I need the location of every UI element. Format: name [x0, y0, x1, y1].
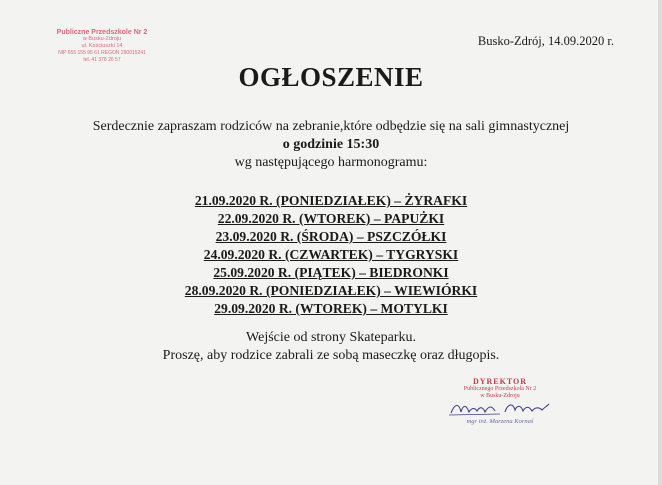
- schedule-row: 29.09.2020 R. (WTOREK) – MOTYLKI: [214, 301, 448, 316]
- outro-line-1: Wejście od strony Skateparku.: [246, 330, 416, 345]
- intro-line-3: wg następującego harmonogramu:: [234, 155, 428, 170]
- schedule-row: 24.09.2020 R. (CZWARTEK) – TYGRYSKI: [203, 247, 459, 262]
- schedule-row: 22.09.2020 R. (WTOREK) – PAPUŻKI: [217, 211, 445, 226]
- intro-time: o godzinie 15:30: [282, 137, 380, 152]
- stamp-line-3: ul. Kościuszki 14: [81, 43, 123, 49]
- director-line-2: w Busku-Zdroju: [480, 393, 520, 399]
- director-name: mgr inż. Marzena Kornaś: [466, 418, 534, 425]
- intro-line-1: Serdecznie zapraszam rodziców na zebranie,które odbędzie się na sali gimnastycznej: [92, 119, 570, 134]
- closing-paragraph: [0, 329, 662, 365]
- meeting-schedule: [0, 192, 662, 318]
- director-line-1: Publicznego Przedszkola Nr 2: [463, 386, 537, 392]
- school-stamp: [42, 29, 162, 64]
- page-edge: [658, 0, 662, 485]
- schedule-row: 25.09.2020 R. (PIĄTEK) – BIEDRONKI: [213, 265, 449, 280]
- outro-line-2: Proszę, aby rodzice zabrali ze sobą maseczkę oraz długopis.: [162, 348, 500, 363]
- director-stamp: [440, 377, 560, 425]
- place-and-date: Busko-Zdrój, 14.09.2020 r.: [477, 34, 614, 48]
- schedule-row: 28.09.2020 R. (PONIEDZIAŁEK) – WIEWIÓRKI: [184, 283, 478, 298]
- stamp-line-2: w Busku-Zdroju: [82, 36, 122, 42]
- stamp-line-1: Publiczne Przedszkole Nr 2: [56, 29, 148, 36]
- handwritten-signature: [445, 400, 555, 418]
- intro-paragraph: [0, 118, 662, 172]
- schedule-row: 21.09.2020 R. (PONIEDZIAŁEK) – ŻYRAFKI: [194, 193, 468, 208]
- stamp-line-5: tel. 41 378 26 57: [83, 57, 121, 63]
- schedule-row: 23.09.2020 R. (ŚRODA) – PSZCZÓŁKI: [215, 229, 447, 244]
- director-title: DYREKTOR: [472, 377, 528, 386]
- document-title: OGŁOSZENIE: [238, 62, 424, 92]
- stamp-line-4: NIP 655 155 95 61 REGON 290015241: [58, 50, 146, 56]
